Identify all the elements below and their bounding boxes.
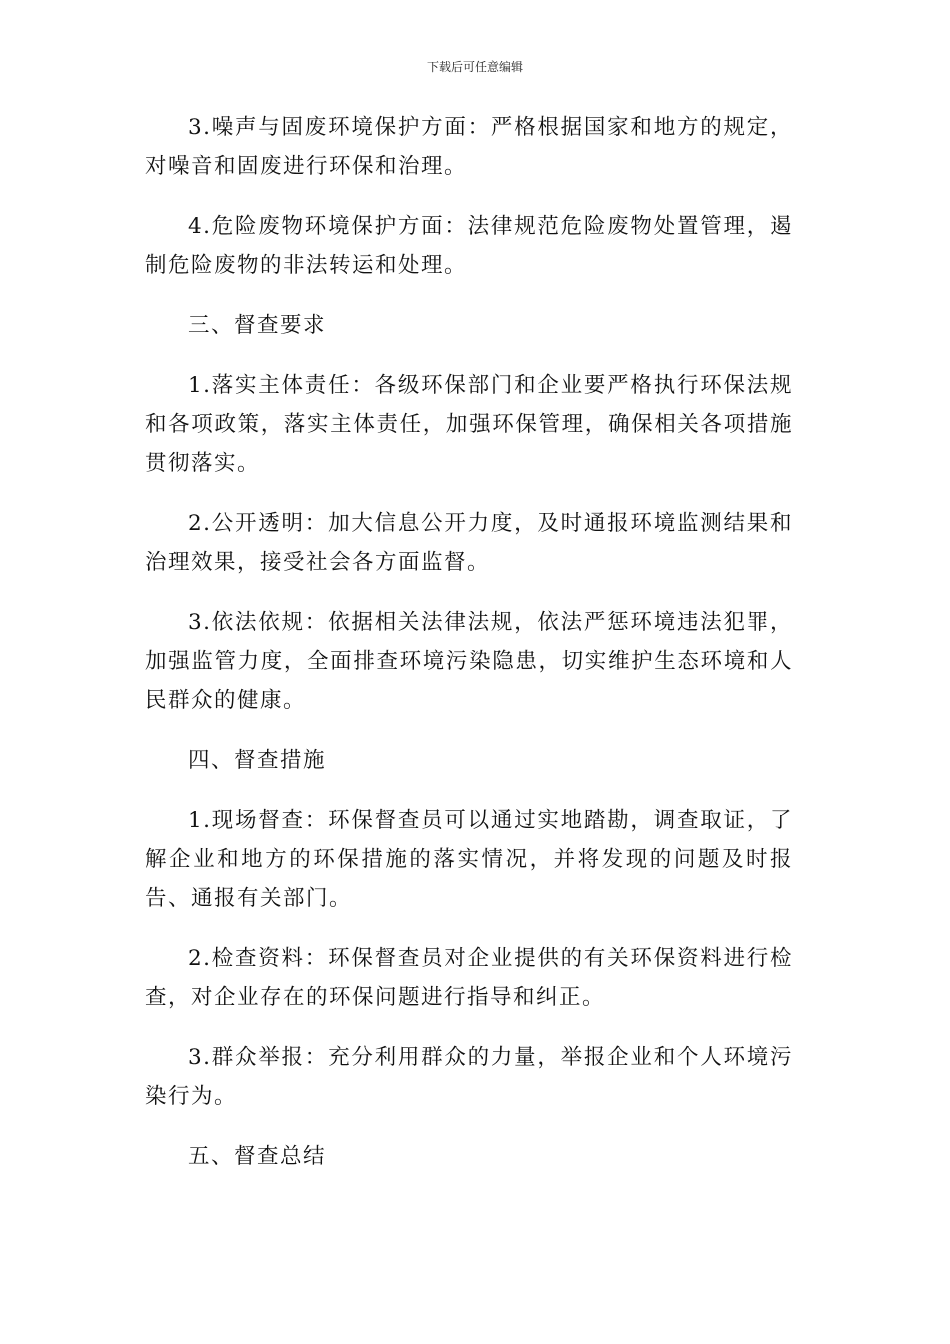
paragraph-responsibility: 1.落实主体责任：各级环保部门和企业要严格执行环保法规和各项政策，落实主体责任，加强环保管理，确保相关各项措施贯彻落实。 bbox=[145, 373, 793, 476]
paragraph-public-reporting: 3.群众举报：充分利用群众的力量，举报企业和个人环境污染行为。 bbox=[145, 1045, 793, 1109]
paragraph-document-check: 2.检查资料：环保督查员对企业提供的有关环保资料进行检查，对企业存在的环保问题进行指导和纠正。 bbox=[145, 946, 793, 1010]
section-heading-requirements: 三、督查要求 bbox=[188, 313, 327, 338]
document-body bbox=[145, 108, 793, 1197]
section-heading-measures: 四、督查措施 bbox=[188, 748, 327, 773]
paragraph-law-compliance: 3.依法依规：依据相关法律法规，依法严惩环境违法犯罪，加强监管力度，全面排查环境污染隐患，切实维护生态环境和人民群众的健康。 bbox=[145, 610, 793, 713]
paragraph-onsite-inspection: 1.现场督查：环保督查员可以通过实地踏勘，调查取证，了解企业和地方的环保措施的落实情况，并将发现的问题及时报告、通报有关部门。 bbox=[145, 808, 793, 911]
page-header-note: 下载后可任意编辑 bbox=[426, 60, 523, 74]
paragraph-noise-solid-waste: 3.噪声与固废环境保护方面：严格根据国家和地方的规定，对噪音和固废进行环保和治理。 bbox=[145, 115, 793, 179]
paragraph-hazardous-waste: 4.危险废物环境保护方面：法律规范危险废物处置管理，遏制危险废物的非法转运和处理。 bbox=[145, 214, 793, 278]
paragraph-transparency: 2.公开透明：加大信息公开力度，及时通报环境监测结果和治理效果，接受社会各方面监督。 bbox=[145, 511, 793, 575]
section-heading-summary: 五、督查总结 bbox=[188, 1144, 327, 1169]
